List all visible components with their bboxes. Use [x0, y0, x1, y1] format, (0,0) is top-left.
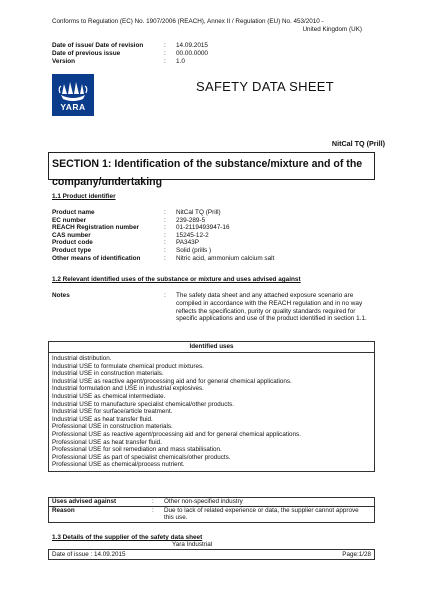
identifier-value: 239-289-5 [176, 216, 206, 224]
identifier-row [52, 239, 274, 247]
colon: : [164, 58, 166, 65]
page-footer [48, 549, 375, 560]
colon: : [164, 42, 166, 49]
identified-uses-table [48, 341, 375, 472]
meta-value: 14.09.2015 [176, 42, 208, 49]
reason-row [49, 506, 374, 522]
reason-value: Due to lack of related experience or data, the supplier cannot approve this use. [164, 506, 359, 522]
identifier-row [52, 255, 274, 263]
colon: : [152, 506, 154, 514]
use-item: Industrial USE as chemical intermediate. [52, 392, 166, 400]
use-item: Professional USE as heat transfer fluid. [52, 438, 162, 446]
use-item: Industrial USE to manufacture specialist chemical/other products. [52, 400, 234, 408]
use-item: Industrial USE in construction materials. [52, 370, 164, 378]
identifier-label: EC number [52, 216, 87, 224]
meta-label: Date of issue/ Date of revision [52, 42, 144, 49]
supplier-name: Yara Industrial [172, 541, 213, 548]
notes-label: Notes [52, 292, 70, 299]
use-item: Industrial USE as heat transfer fluid. [52, 415, 153, 423]
subsection-1-1-heading: 1.1 Product identifier [52, 193, 116, 200]
logo-text: YARA [60, 102, 86, 112]
identifier-label: Product code [52, 239, 93, 247]
subsection-1-2-heading: 1.2 Relevant identified uses of the substance or mixture and uses advised against [52, 276, 301, 283]
colon: : [164, 254, 166, 262]
colon: : [164, 224, 166, 232]
colon: : [164, 209, 166, 216]
product-title: NitCal TQ (Prill) [331, 139, 385, 148]
colon: : [164, 50, 166, 57]
colon: : [152, 498, 154, 505]
product-identifiers [52, 209, 274, 262]
colon: : [164, 239, 166, 247]
colon: : [164, 231, 166, 239]
meta-label: Version [52, 58, 76, 65]
use-item: Industrial USE for surface/article treatment. [52, 408, 173, 416]
identifier-value: 15245-12-2 [176, 231, 209, 239]
identifier-value: Nitric acid, ammonium calcium salt [176, 254, 275, 262]
advised-against-label: Uses advised against [52, 498, 117, 505]
identifier-label: Product type [52, 246, 92, 254]
use-item: Professional USE as chemical/process nutrient. [52, 461, 185, 469]
meta-label: Date of previous issue [52, 50, 121, 57]
identifier-label: REACH Registration number [52, 224, 139, 232]
advised-against-value: Other non-specified industry [164, 498, 243, 505]
identified-uses-list [49, 353, 374, 471]
use-item: Industrial USE to formulate chemical product mixtures. [52, 362, 204, 370]
regulation-statement [52, 18, 372, 34]
identifier-value: Solid (prills ) [176, 246, 212, 254]
notes-text: The safety data sheet and any attached exposure scenario are compiled in accordance with the REACH regulation and in no way reflects the specification, purity or quality standards required for specific applications and use of the product identified in section 1.1. [176, 292, 367, 323]
notes-row [52, 292, 376, 323]
footer-page-number: Page:1/28 [342, 551, 371, 558]
identifier-label: Other means of identification [52, 254, 141, 262]
use-item: Industrial USE as reactive agent/processing aid and for general chemical applications. [52, 377, 292, 385]
identifier-label: CAS number [52, 231, 91, 239]
use-item: Professional USE in construction materials. [52, 423, 173, 431]
yara-logo [52, 74, 94, 116]
identifier-value: NitCal TQ (Prill) [176, 209, 221, 216]
identifier-value: PA343P [176, 239, 199, 247]
section-1-heading [48, 152, 375, 188]
advised-against-row [49, 498, 374, 506]
regulation-line-1: Conforms to Regulation (EC) No. 1907/2006 (REACH), Annex II / Regulation (EU) No. 453/2010 - [52, 18, 324, 25]
meta-row-version [52, 58, 208, 66]
footer-date: Date of issue : 14.09.2015 [52, 551, 126, 558]
use-item: Industrial distribution. [52, 355, 112, 362]
use-item: Professional USE as part of specialist chemicals/other products. [52, 453, 231, 461]
identifier-row [52, 217, 274, 225]
document-meta [52, 42, 208, 66]
regulation-line-2: United Kingdom (UK) [302, 26, 362, 33]
use-item: Industrial formulation and USE in industrial explosives. [52, 385, 204, 393]
meta-row-date-of-issue [52, 42, 208, 50]
identifier-row [52, 232, 274, 240]
uses-advised-against-table [48, 497, 375, 523]
identifier-label: Product name [52, 209, 95, 216]
use-item: Professional USE for soil remediation and mass stabilisation. [52, 446, 222, 454]
identifier-value: 01-2119493947-16 [176, 224, 230, 232]
document-title: SAFETY DATA SHEET [196, 79, 335, 94]
identifier-row [52, 209, 274, 217]
reason-label: Reason [52, 506, 75, 514]
identifier-row [52, 247, 274, 255]
colon: : [164, 292, 166, 299]
meta-value: 00.00.0000 [176, 50, 208, 57]
identified-uses-header: Identified uses [49, 342, 374, 353]
colon: : [164, 216, 166, 224]
identifier-row [52, 224, 274, 232]
subsection-1-3-heading: 1.3 Details of the supplier of the safety data sheet [52, 534, 203, 541]
meta-row-previous-issue [52, 50, 208, 58]
section-1-title: SECTION 1: Identification of the substance/mixture and of the company/undertaking [52, 158, 363, 188]
colon: : [164, 246, 166, 254]
use-item: Professional USE as reactive agent/processing aid and for general chemical applications. [52, 430, 301, 438]
meta-value: 1.0 [176, 58, 185, 65]
